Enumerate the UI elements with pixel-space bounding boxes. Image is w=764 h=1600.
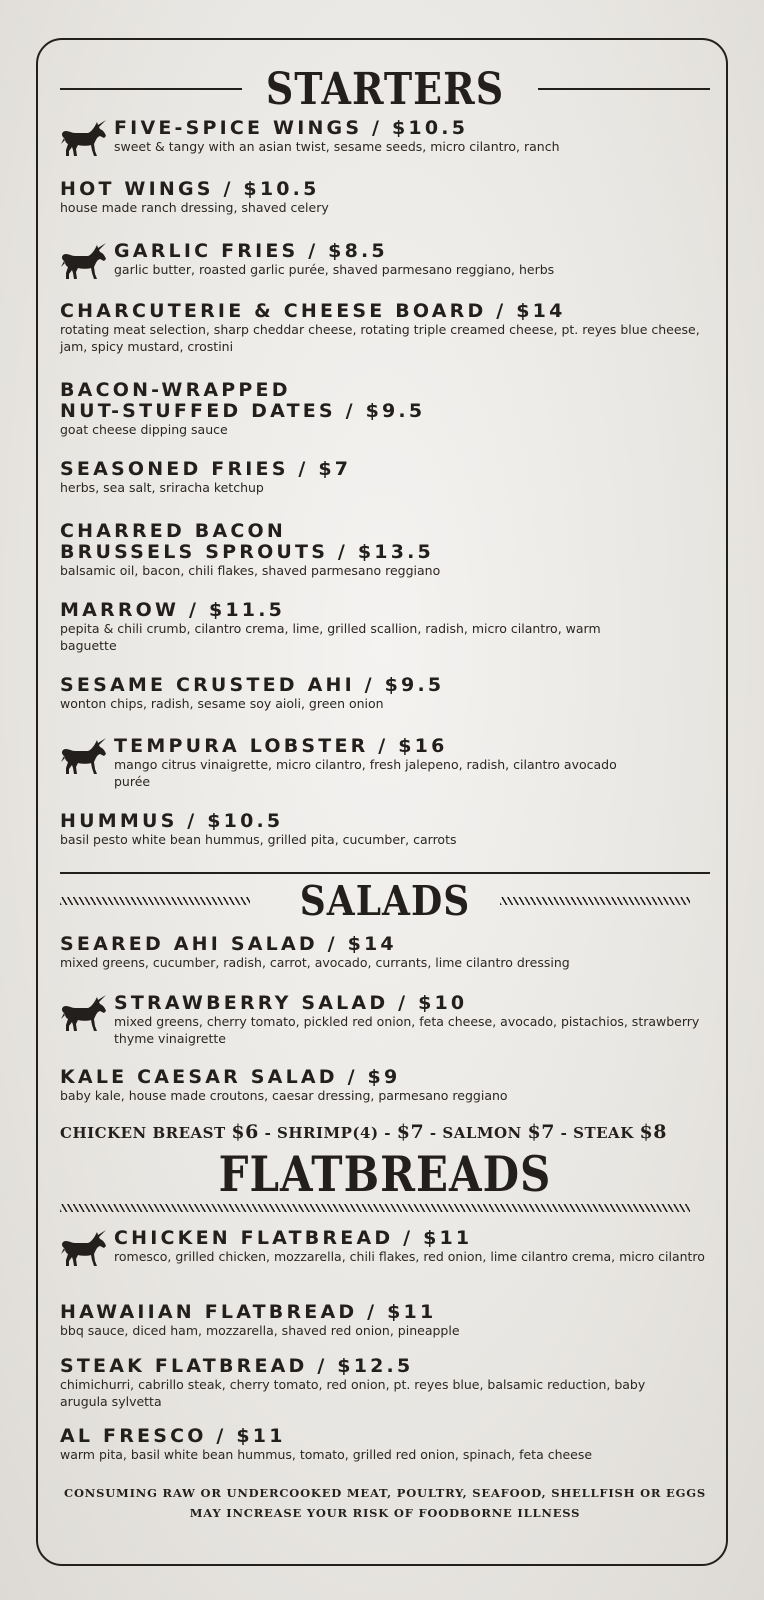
add-on-steak-label: STEAK (573, 1124, 634, 1142)
item-name: STEAK FLATBREAD / $12.5 (60, 1355, 414, 1377)
item-name: HOT WINGS / $10.5 (60, 178, 320, 200)
item-description: mixed greens, cherry tomato, pickled red onion, feta cheese, avocado, pistachios, strawberry thyme vinaigrette (114, 1014, 700, 1046)
menu-item-seasoned-fries (60, 459, 710, 496)
unicorn-icon (60, 243, 108, 281)
unicorn-icon (60, 1230, 108, 1268)
item-name: GARLIC FRIES / $8.5 (114, 240, 388, 262)
item-name: CHARRED BACON BRUSSELS SPROUTS / $13.5 (60, 520, 434, 563)
menu-item-bacon-wrapped-dates (60, 380, 710, 438)
item-description: mixed greens, cucumber, radish, carrot, avocado, currants, lime cilantro dressing (60, 955, 570, 970)
salads-hatch-right (500, 897, 690, 905)
item-description: goat cheese dipping sauce (60, 422, 228, 437)
item-name: SESAME CRUSTED AHI / $9.5 (60, 674, 445, 696)
menu-item-hot-wings (60, 179, 710, 216)
add-on-salmon-label: SALMON (442, 1124, 522, 1142)
flatbreads-hatch (60, 1204, 690, 1212)
item-name: HUMMUS / $10.5 (60, 810, 284, 832)
item-description: romesco, grilled chicken, mozzarella, chili flakes, red onion, lime cilantro crema, micro cilantro (114, 1249, 705, 1264)
item-name: SEARED AHI SALAD / $14 (60, 933, 397, 955)
add-on-separator: - (554, 1124, 574, 1142)
add-on-shrimp-price: $7 (396, 1121, 425, 1143)
item-name: BACON-WRAPPED NUT-STUFFED DATES / $9.5 (60, 379, 426, 422)
item-description: house made ranch dressing, shaved celery (60, 200, 329, 215)
menu-item-hawaiian-flatbread (60, 1302, 710, 1339)
add-on-separator: - (424, 1124, 443, 1142)
item-name: KALE CAESAR SALAD / $9 (60, 1066, 401, 1088)
menu-item-chicken-flatbread (60, 1228, 710, 1265)
flatbreads-title: FLATBREADS (218, 1146, 552, 1203)
unicorn-icon (60, 120, 108, 158)
item-description: basil pesto white bean hummus, grilled pita, cucumber, carrots (60, 832, 457, 847)
item-name: HAWAIIAN FLATBREAD / $11 (60, 1301, 437, 1323)
item-name: FIVE-SPICE WINGS / $10.5 (114, 117, 469, 139)
add-on-chicken-price: $6 (231, 1121, 259, 1143)
add-on-chicken-label: CHICKEN BREAST (60, 1124, 226, 1142)
item-name: STRAWBERRY SALAD / $10 (114, 992, 468, 1014)
item-description: rotating meat selection, sharp cheddar cheese, rotating triple creamed cheese, pt. reyes blue cheese, jam, spicy mustard, crostini (60, 322, 700, 354)
item-description: warm pita, basil white bean hummus, tomato, grilled red onion, spinach, feta cheese (60, 1447, 593, 1462)
salads-top-rule (60, 872, 710, 874)
menu-item-strawberry-salad (60, 993, 710, 1047)
menu-item-five-spice-wings (60, 118, 710, 155)
disclaimer-line-1: CONSUMING RAW OR UNDERCOOKED MEAT, POULTRY, SEAFOOD, SHELLFISH OR EGGS (64, 1486, 706, 1500)
add-on-salmon-price: $7 (527, 1121, 555, 1143)
item-description: bbq sauce, diced ham, mozzarella, shaved red onion, pineapple (60, 1323, 460, 1338)
menu-item-brussels-sprouts (60, 521, 710, 579)
unicorn-icon (60, 995, 108, 1033)
add-on-separator: - (258, 1124, 278, 1142)
starters-rule-right (538, 88, 710, 90)
salads-title: SALADS (299, 876, 471, 926)
menu-item-tempura-lobster (60, 736, 710, 790)
item-description: herbs, sea salt, sriracha ketchup (60, 480, 264, 495)
menu-item-charcuterie-board (60, 301, 710, 355)
item-description: pepita & chili crumb, cilantro crema, lime, grilled scallion, radish, micro cilantro, warm baguette (60, 621, 601, 653)
item-name: SEASONED FRIES / $7 (60, 458, 352, 480)
menu-item-hummus (60, 811, 710, 848)
item-name: CHICKEN FLATBREAD / $11 (114, 1227, 473, 1249)
item-description: mango citrus vinaigrette, micro cilantro, fresh jalepeno, radish, cilantro avocado purée (114, 757, 617, 789)
menu-item-sesame-crusted-ahi (60, 675, 710, 712)
item-name: AL FRESCO / $11 (60, 1425, 286, 1447)
item-name: CHARCUTERIE & CHEESE BOARD / $14 (60, 300, 566, 322)
menu-item-seared-ahi-salad (60, 934, 710, 971)
item-description: balsamic oil, bacon, chili flakes, shaved parmesano reggiano (60, 563, 441, 578)
menu-item-marrow (60, 600, 710, 654)
menu-item-steak-flatbread (60, 1356, 710, 1410)
unicorn-icon (60, 738, 108, 776)
item-name: TEMPURA LOBSTER / $16 (114, 735, 448, 757)
item-description: sweet & tangy with an asian twist, sesame seeds, micro cilantro, ranch (114, 139, 560, 154)
add-on-separator: - (378, 1124, 397, 1142)
add-on-steak-price: $8 (639, 1121, 667, 1143)
menu-item-kale-caesar-salad (60, 1067, 710, 1104)
disclaimer-line-2: MAY INCREASE YOUR RISK OF FOODBORNE ILLNESS (189, 1506, 581, 1520)
item-description: chimichurri, cabrillo steak, cherry tomato, red onion, pt. reyes blue, balsamic reduction, baby arugula sylvetta (60, 1377, 646, 1409)
item-description: wonton chips, radish, sesame soy aioli, green onion (60, 696, 384, 711)
menu-item-al-fresco (60, 1426, 710, 1463)
item-description: garlic butter, roasted garlic purée, shaved parmesano reggiano, herbs (114, 262, 555, 277)
item-name: MARROW / $11.5 (60, 599, 286, 621)
menu-item-garlic-fries (60, 241, 710, 278)
add-on-shrimp-label: SHRIMP(4) (277, 1124, 379, 1142)
starters-title: STARTERS (265, 62, 505, 115)
item-description: baby kale, house made croutons, caesar dressing, parmesano reggiano (60, 1088, 508, 1103)
food-safety-disclaimer (60, 1483, 710, 1523)
salad-add-ons (60, 1121, 710, 1143)
